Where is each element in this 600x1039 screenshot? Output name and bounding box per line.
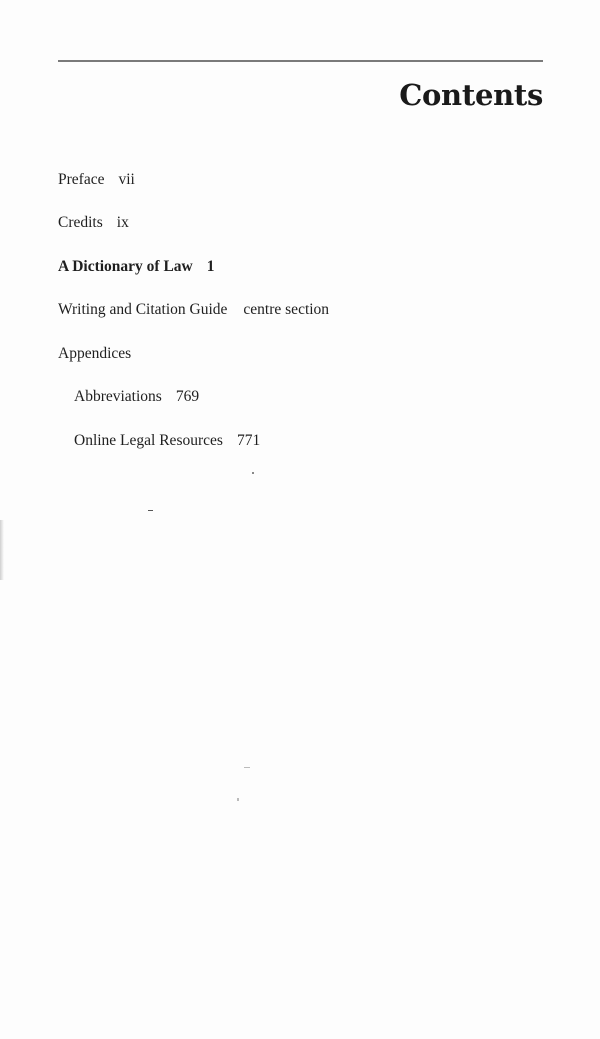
toc-entry-label: Credits (58, 214, 103, 231)
toc-entry-online-resources (74, 431, 260, 451)
toc-entry-dictionary (58, 257, 215, 277)
toc-entry-label: Online Legal Resources (74, 432, 223, 449)
toc-entry-page: 771 (236, 432, 261, 449)
toc-entry-label: Abbreviations (74, 388, 162, 405)
toc-entry-label: A Dictionary of Law (58, 258, 193, 275)
paper-speck (244, 767, 250, 768)
toc-entry-label: Appendices (58, 345, 132, 362)
page-edge-shadow (0, 520, 4, 580)
header-rule (58, 60, 543, 62)
page-title: Contents (399, 78, 543, 112)
toc-entry-page: ix (116, 214, 129, 231)
toc-entry-page: 769 (175, 388, 200, 405)
toc-entry-preface (58, 170, 135, 190)
paper-speck (148, 510, 153, 511)
toc-entry-writing-guide (58, 300, 329, 320)
toc-entry-abbreviations (74, 387, 199, 407)
toc-entry-appendices (58, 344, 145, 364)
paper-speck (252, 472, 254, 474)
toc-entry-credits (58, 213, 129, 233)
toc-entry-label: Writing and Citation Guide (58, 301, 228, 318)
toc-entry-page: vii (118, 171, 135, 188)
toc-entry-page: 1 (206, 258, 215, 275)
paper-speck (237, 798, 239, 801)
toc-entry-page: centre section (243, 301, 330, 318)
toc-entry-label: Preface (58, 171, 105, 188)
